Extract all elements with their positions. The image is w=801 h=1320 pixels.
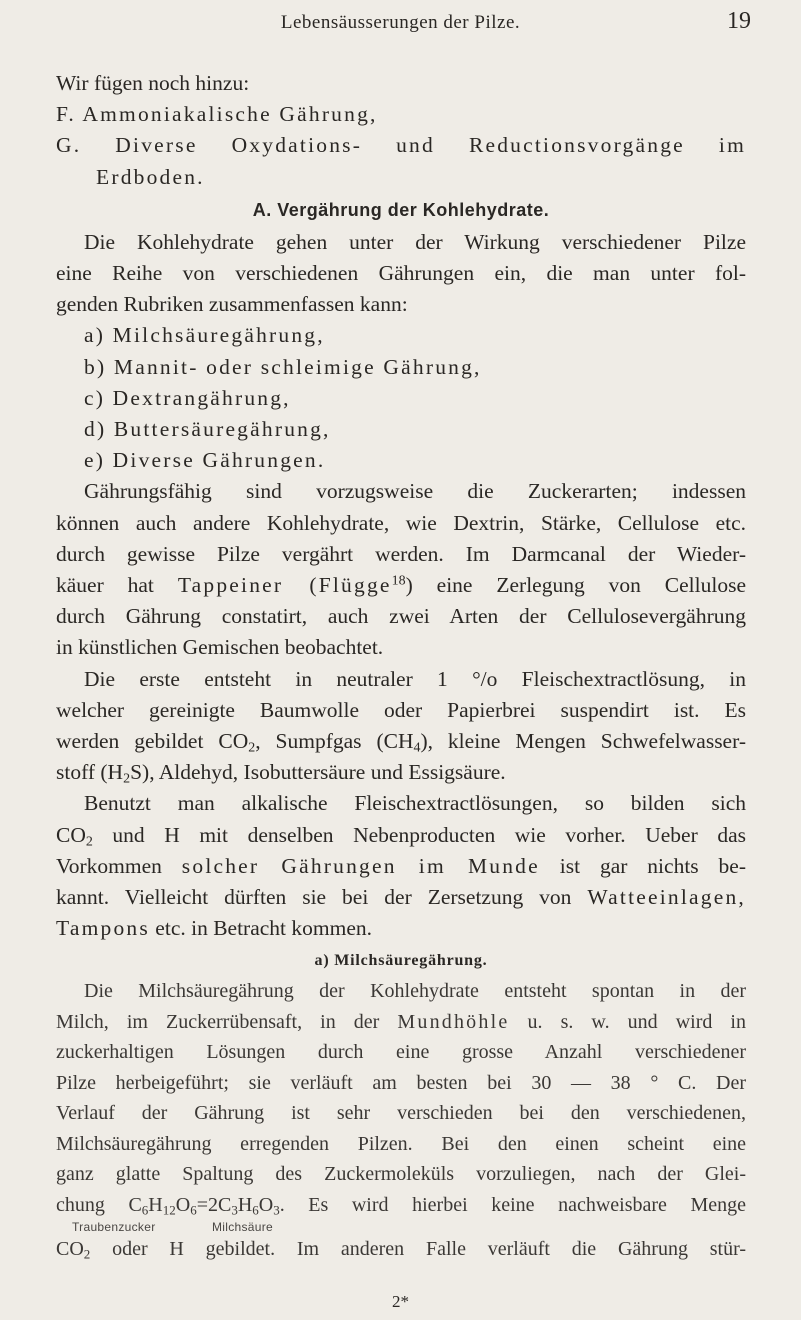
paragraph-line: werden gebildet $CO_2$, Sumpfgas $(CH_4)$, kleine Mengen Schwefelwasser-: [56, 729, 746, 756]
paragraph-line: Verlauf der Gährung ist sehr verschieden bei den verschiedenen,: [56, 1102, 746, 1125]
author-name: Tappeiner (Flügge: [177, 573, 392, 598]
intro-item-f: F. Ammoniakalische Gährung,: [56, 102, 378, 127]
paragraph-line: Die Kohlehydrate gehen unter der Wirkung verschiedener Pilze: [84, 229, 746, 254]
subsection-heading: a) Milchsäuregährung.: [314, 952, 488, 970]
list-item: d) Buttersäuregährung,: [84, 417, 331, 442]
intro-line: Wir fügen noch hinzu:: [56, 71, 250, 95]
paragraph-line: Die Milchsäuregährung der Kohlehydrate entsteht spontan in der: [84, 980, 746, 1003]
intro-item-g-line1: G. Diverse Oxydations- und Reductionsvorgänge im: [56, 133, 746, 158]
signature-mark: 2*: [392, 1292, 409, 1311]
paragraph-line: stoff $(H_2S)$, Aldehyd, Isobuttersäure und Essigsäure.: [56, 760, 506, 787]
paragraph-line: Vorkommen solcher Gährungen im Munde ist gar nichts be-: [56, 853, 746, 878]
paragraph-line: Benutzt man alkalische Fleischextractlösungen, so bilden sich: [84, 791, 746, 816]
paragraph-line: Gährungsfähig sind vorzugsweise die Zuckerarten; indessen: [84, 479, 746, 504]
paragraph-line: $CO_2$ oder H gebildet. Im anderen Falle verläuft die Gährung stür-: [56, 1238, 746, 1262]
page-body: [56, 68, 746, 1265]
reference-number: 18: [391, 573, 406, 589]
page-number: 19: [727, 8, 751, 34]
list-item: c) Dextrangährung,: [84, 385, 291, 410]
caption-glucose: Traubenzucker: [72, 1220, 156, 1235]
list-item: b) Mannit- oder schleimige Gährung,: [84, 354, 482, 379]
paragraph-line: genden Rubriken zusammenfassen kann:: [56, 292, 408, 317]
paragraph-line: in künstlichen Gemischen beobachtet.: [56, 635, 384, 660]
emphasis: Tampons: [56, 916, 150, 941]
paragraph-line: durch Gährung constatirt, auch zwei Arten der Cellulosevergährung: [56, 604, 746, 629]
paragraph-line: Milch, im Zuckerrübensaft, in der Mundhöhle u. s. w. und wird in: [56, 1010, 746, 1033]
paragraph-line: eine Reihe von verschiedenen Gährungen ein, die man unter fol-: [56, 261, 746, 286]
paragraph-line: welcher gereinigte Baumwolle oder Papierbrei suspendirt ist. Es: [56, 697, 746, 722]
small-print-block: [56, 976, 746, 1265]
section-heading-a: A. Vergährung der Kohlehydrate.: [252, 199, 550, 220]
paragraph-line: Milchsäuregährung erregenden Pilzen. Bei den einen scheint eine: [56, 1132, 746, 1155]
paragraph-line: zuckerhaltigen Lösungen durch eine grosse Anzahl verschiedener: [56, 1041, 746, 1064]
paragraph-line: Die erste entsteht in neutraler 1 °/o Fleischextractlösung, in: [84, 666, 746, 691]
caption-lactic-acid: Milchsäure: [212, 1220, 274, 1235]
paragraph-line: Tampons etc. in Betracht kommen.: [56, 916, 373, 941]
list-item: a) Milchsäuregährung,: [84, 323, 325, 348]
running-head: [0, 0, 801, 60]
running-head-title: Lebensäusserungen der Pilze.: [280, 12, 521, 33]
paragraph-line: durch gewisse Pilze vergährt werden. Im Darmcanal der Wieder-: [56, 541, 746, 566]
emphasis: solcher Gährungen im Munde: [181, 853, 540, 878]
paragraph-line: können auch andere Kohlehydrate, wie Dextrin, Stärke, Cellulose etc.: [56, 510, 746, 535]
paragraph-line: $CO_2$ und H mit denselben Nebenproducten wie vorher. Ueber das: [56, 822, 746, 850]
emphasis: Watteeinlagen,: [587, 885, 746, 910]
paragraph-line: käuer hat Tappeiner (Flügge$^{18}$) eine Zerlegung von Cellulose: [56, 573, 746, 598]
intro-item-g-line2: Erdboden.: [96, 164, 205, 189]
paragraph-line: ganz glatte Spaltung des Zuckermoleküls vorzuliegen, nach der Glei-: [56, 1163, 746, 1186]
paragraph-line: Pilze herbeigeführt; sie verläuft am besten bei 30 — 38 ° C. Der: [56, 1071, 746, 1094]
emphasis: Mundhöhle: [397, 1010, 510, 1033]
list-item: e) Diverse Gährungen.: [84, 448, 326, 473]
formula-caption: [56, 1220, 746, 1234]
paragraph-line: kannt. Vielleicht dürften sie bei der Zersetzung von Watteeinlagen,: [56, 885, 746, 910]
formula-line: chung $C_6H_{12}O_6=2C_3H_6O_3$. Es wird hierbei keine nachweisbare Menge: [56, 1193, 746, 1218]
